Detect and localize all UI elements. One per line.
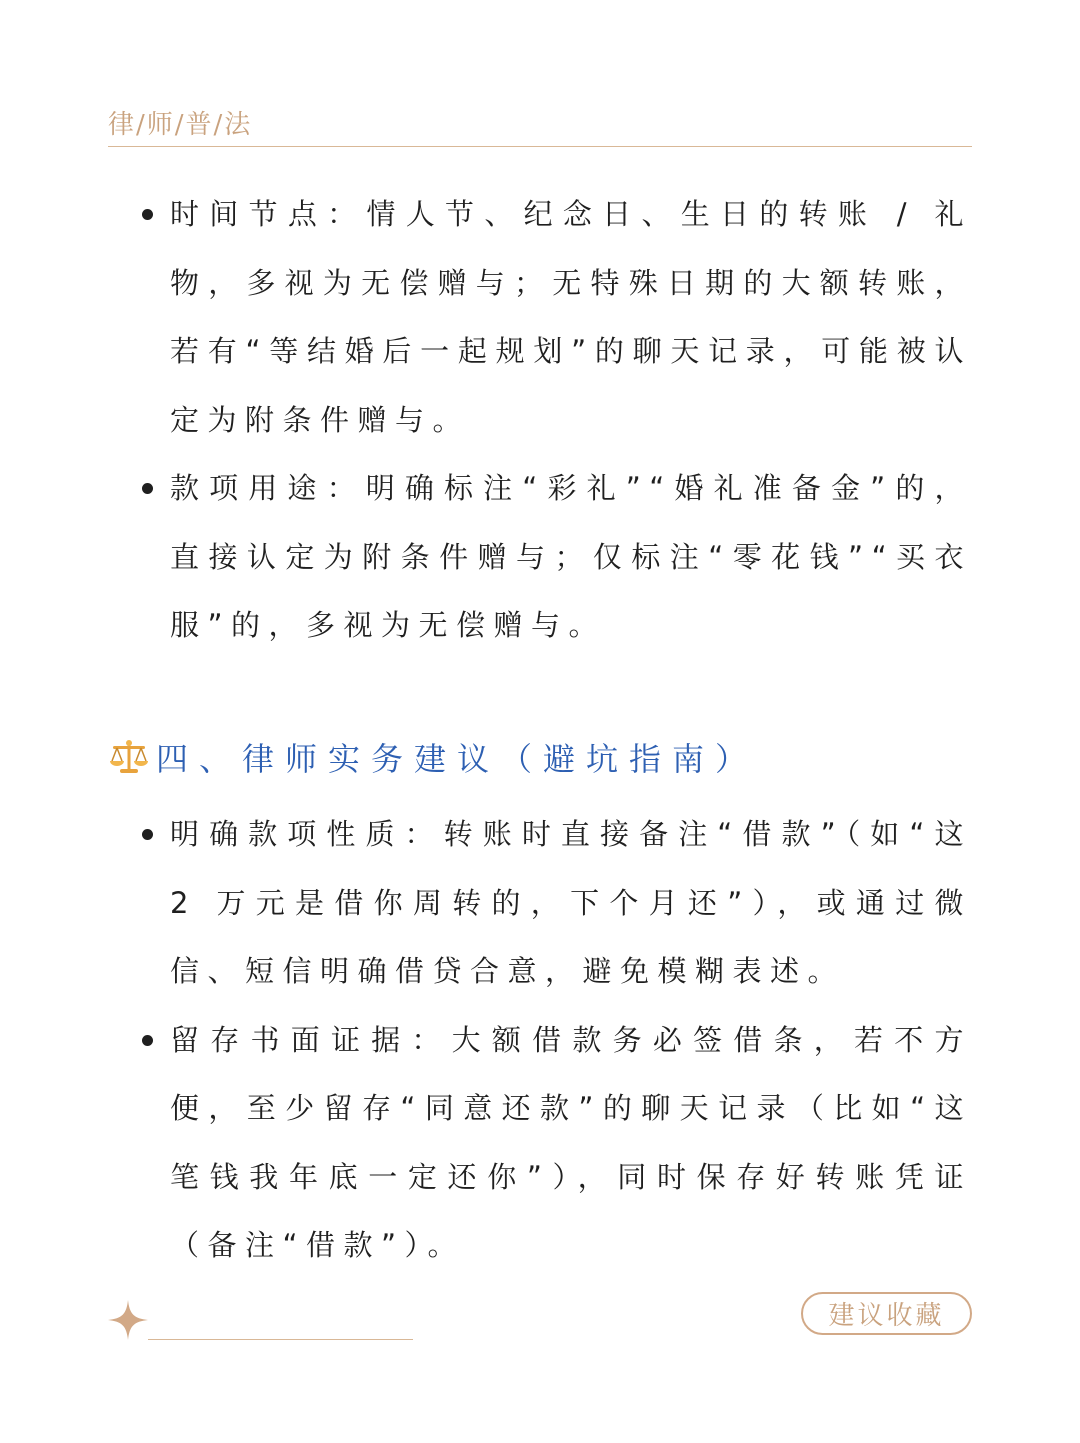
bullet-item-time-nodes [140,180,972,454]
bullet-item-fund-usage [140,454,972,660]
bullet-dot [142,1035,153,1046]
save-suggestion-badge: 建议收藏 [801,1292,972,1335]
balance-scale-icon [108,736,150,778]
bullet-dot [142,483,153,494]
section-four-bullet-list [140,800,972,1280]
section-four-heading [108,732,758,782]
header-title: 律/师/普/法 [108,110,253,140]
bullet-dot [142,209,153,220]
header-divider [108,146,972,147]
bullet-text: 时间节点：情人节、纪念日、生日的转账 / 礼物，多视为无偿赠与；无特殊日期的大额转账，若有“等结婚后一起规划”的聊天记录，可能被认定为附条件赠与。 [170,197,972,437]
bullet-item-clarify-nature [140,800,972,1006]
section-three-bullet-list [140,180,972,660]
footer-divider [148,1339,413,1340]
bullet-item-keep-evidence [140,1006,972,1280]
bullet-dot [142,829,153,840]
bullet-text: 款项用途：明确标注“彩礼”“婚礼准备金”的，直接认定为附条件赠与；仅标注“零花钱”“买衣服”的，多视为无偿赠与。 [170,471,972,642]
section-four-heading-text: 四、律师实务建议（避坑指南） [156,740,759,778]
sparkle-star-icon [108,1300,148,1340]
bullet-text: 留存书面证据：大额借款务必签借条，若不方便，至少留存“同意还款”的聊天记录（比如“这笔钱我年底一定还你”），同时保存好转账凭证（备注“借款”）。 [170,1022,972,1262]
bullet-text: 明确款项性质：转账时直接备注“借款”（如“这 2 万元是借你周转的，下个月还”），或通过微信、短信明确借贷合意，避免模糊表述。 [170,817,972,988]
